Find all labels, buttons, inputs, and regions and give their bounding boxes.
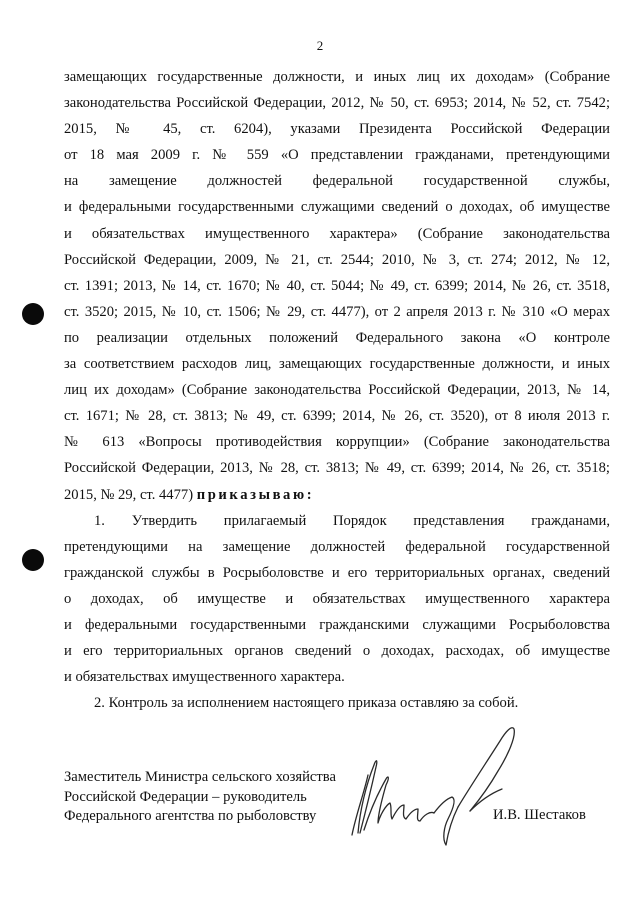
text-line: по реализации отдельных положений Федерального закона «О контроле [64, 329, 610, 346]
text-line: замещающих государственные должности, и иных лиц их доходам» (Собрание [64, 69, 610, 85]
text-line: законодательства Российской Федерации, 2012, № 50, ст. 6953; 2014, № 52, ст. 7542; [64, 95, 610, 112]
signatory-title [64, 768, 336, 827]
text-line: Российской Федерации, 2009, № 21, ст. 2544; 2010, № 3, ст. 274; 2012, № 12, [64, 251, 610, 268]
order-line-prefix: 2015, № 29, ст. 4477) [64, 486, 197, 503]
body-paragraph [64, 64, 610, 482]
text-line: от 18 мая 2009 г. № 559 «О представлении гражданами, претендующими [64, 147, 610, 164]
signatory-title-line: Федерального агентства по рыболовству [64, 808, 317, 824]
text-line: претендующими на замещение должностей федеральной государственной [64, 538, 610, 555]
paragraph-2: 2. Контроль за исполнением настоящего приказа оставляю за собой. [94, 695, 519, 712]
text-line: за соответствием расходов лиц, замещающих государственные должности, и иных [64, 356, 610, 373]
paragraph-1 [64, 508, 610, 691]
text-line: и его территориальных органов сведений о доходах, расходах, об имуществе [64, 643, 610, 660]
text-line: и обязательствах имущественного характера. [64, 669, 345, 686]
text-line: и федеральными государственными гражданскими служащими Росрыболовства [64, 616, 610, 633]
text-line: и федеральными государственными служащими сведений о доходах, об имуществе [64, 199, 610, 216]
text-line: и обязательствах имущественного характера» (Собрание законодательства [64, 225, 610, 242]
punch-hole-top [22, 303, 44, 325]
text-line: гражданской службы в Росрыболовстве и его территориальных органах, сведений [64, 564, 610, 581]
text-line: ст. 1671; № 28, ст. 3813; № 49, ст. 6399; 2014, № 26, ст. 3520), от 8 июля 2013 г. [64, 408, 610, 425]
text-line: ст. 3520; 2015, № 10, ст. 1506; № 29, ст. 4477), от 2 апреля 2013 г. № 310 «О мерах [64, 303, 610, 320]
page-number: 2 [316, 38, 324, 53]
order-emphasis: приказываю: [196, 486, 315, 503]
signatory-name: И.В. Шестаков [493, 807, 586, 823]
signatory-title-line: Заместитель Министра сельского хозяйства [64, 769, 336, 785]
text-line: 1. Утвердить прилагаемый Порядок представления гражданами, [94, 512, 610, 529]
text-line: ст. 1391; 2013, № 14, ст. 1670; № 40, ст. 5044; № 49, ст. 6399; 2014, № 26, ст. 3518, [64, 277, 610, 294]
text-line: № 613 «Вопросы противодействия коррупции» (Собрание законодательства [64, 434, 610, 451]
signatory-title-line: Российской Федерации – руководитель [64, 788, 307, 805]
document-body [64, 64, 610, 716]
text-line: о доходах, об имуществе и обязательствах имущественного характера [64, 590, 610, 607]
text-line: лиц их доходам» (Собрание законодательства Российской Федерации, 2013, № 14, [64, 382, 610, 399]
text-line: 2015, № 45, ст. 6204), указами Президента Российской Федерации [64, 121, 610, 138]
text-line: Российской Федерации, 2013, № 28, ст. 3813; № 49, ст. 6399; 2014, № 26, ст. 3518; [64, 460, 610, 477]
handwritten-signature [330, 715, 520, 855]
order-line [64, 482, 610, 508]
text-line: на замещение должностей федеральной государственной службы, [64, 173, 610, 190]
punch-hole-bottom [22, 549, 44, 571]
